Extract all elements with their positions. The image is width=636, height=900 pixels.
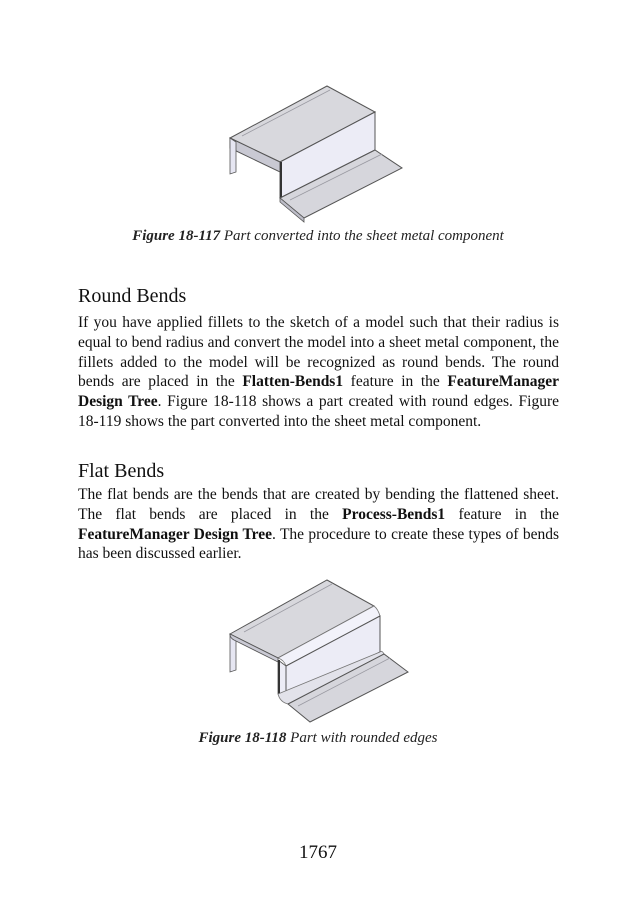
feature-name-flatten-bends: Flatten-Bends1	[242, 373, 344, 391]
sheet-metal-part-figure	[222, 80, 412, 225]
feature-manager-design-tree: FeatureManager Design Tree	[78, 373, 559, 411]
figure-caption-text: Part with rounded edges	[290, 730, 438, 746]
section-heading-round-bends: Round Bends	[78, 285, 187, 307]
figure-label: Figure 18-118	[198, 730, 287, 746]
figure-caption-top	[0, 228, 636, 245]
paragraph-text: . The procedure to create these types of bends has been discussed earlier.	[78, 525, 559, 563]
figure-caption-text: Part converted into the sheet metal component	[223, 228, 504, 244]
paragraph-text: If you have applied fillets to the sketch of a model such that their radius is equal to bend radius and convert the model into a sheet metal component, the fillets added to the model will be recognized as round bends. The round bends are placed in the	[78, 314, 559, 391]
figure-caption-bottom	[0, 730, 636, 747]
feature-name-process-bends: Process-Bends1	[342, 505, 446, 523]
rounded-edge-part-figure	[222, 576, 414, 726]
figure-label: Figure 18-117	[132, 228, 221, 244]
page-number: 1767	[299, 842, 337, 863]
paragraph-text: . Figure 18-118 shows a part created with round edges. Figure 18-119 shows the part converted into the sheet metal component.	[78, 393, 559, 430]
paragraph-text: feature in the	[445, 505, 559, 523]
paragraph-round-bends	[78, 313, 559, 432]
paragraph-text: feature in the	[343, 373, 448, 391]
paragraph-flat-bends	[78, 485, 559, 564]
feature-manager-design-tree: FeatureManager Design Tree	[78, 525, 273, 543]
paragraph-text: The flat bends are the bends that are created by bending the flattened sheet. The flat bends are placed in the	[78, 486, 559, 523]
section-heading-flat-bends: Flat Bends	[78, 460, 165, 482]
